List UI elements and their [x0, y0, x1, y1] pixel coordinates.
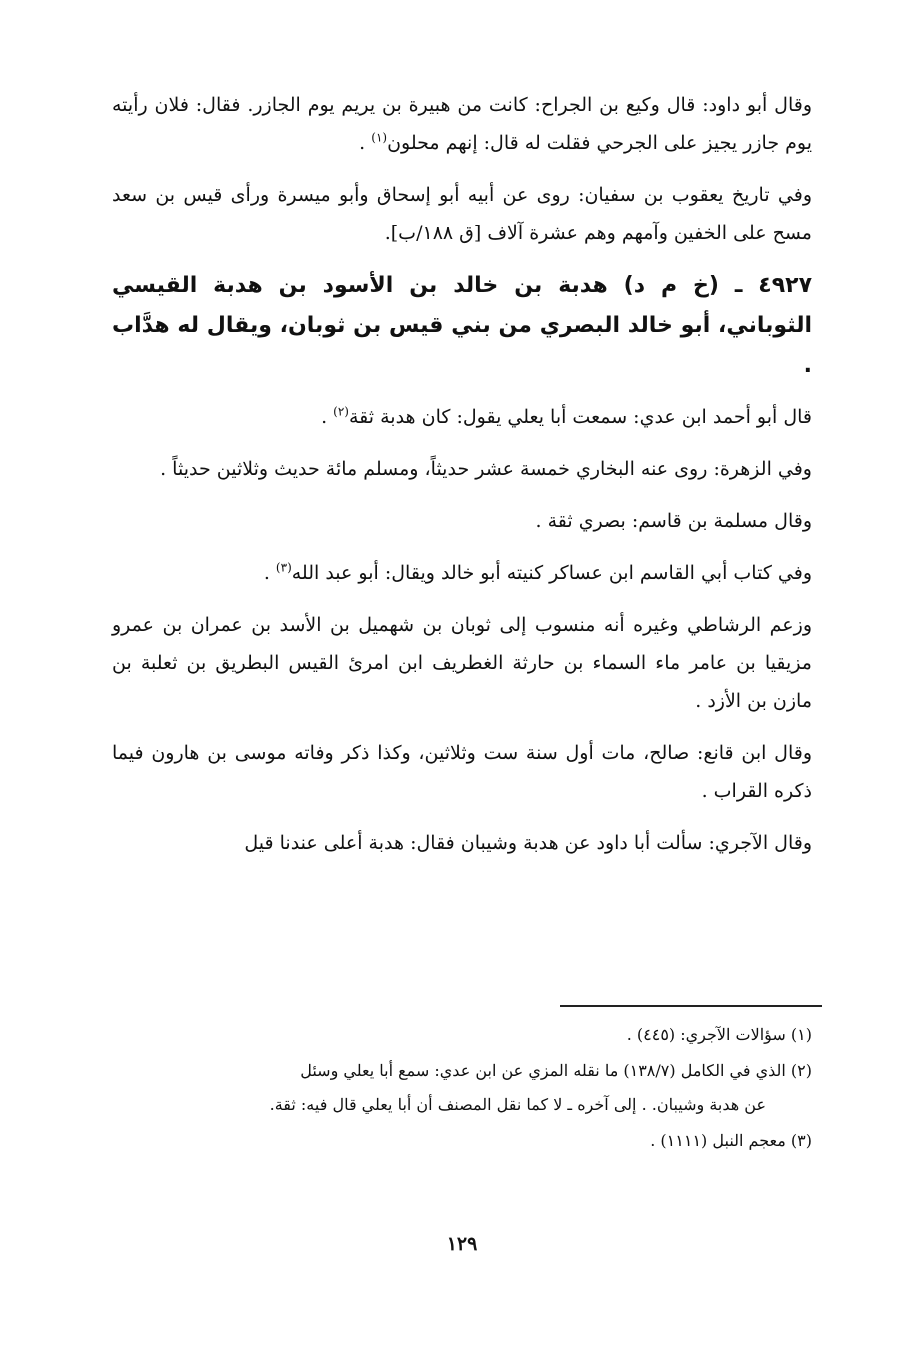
footnotes [112, 1018, 812, 1160]
paragraph-text: وزعم الرشاطي وغيره أنه منسوب إلى ثوبان بن شهميل بن الأسد بن عمران بن عمرو مزيقيا بن عامر ماء السماء بن حارثة الغطريف ابن امرئ القيس البطريق بن ثعلبة بن مازن بن الأزد . [112, 614, 812, 712]
paragraph-zahra [112, 450, 812, 488]
paragraph-abu-dawud [112, 86, 812, 162]
paragraph-tail: . [321, 406, 334, 428]
footnote-ref-2[interactable]: (٢) [333, 404, 349, 419]
paragraph-text: وقال ابن قانع: صالح، مات أول سنة ست وثلاثين، وكذا ذكر وفاته موسى بن هارون فيما ذكره القراب . [112, 742, 812, 802]
paragraph-tail: . [359, 132, 372, 154]
paragraph-text: وفي كتاب أبي القاسم ابن عساكر كنيته أبو خالد ويقال: أبو عبد الله [291, 562, 812, 584]
footnote-text: (١) سؤالات الآجري: (٤٤٥) . [626, 1025, 812, 1044]
paragraph-tail: . [263, 562, 276, 584]
footnote-separator [560, 1005, 822, 1007]
paragraph-rushati [112, 606, 812, 720]
paragraph-maslama [112, 502, 812, 540]
footnote-3 [112, 1124, 812, 1158]
footnote-continuation: عن هدبة وشيبان. . إلى آخره ـ لا كما نقل المصنف أن أبا يعلي قال فيه: ثقة. [269, 1095, 766, 1114]
paragraph-yaqub [112, 176, 812, 252]
main-text [112, 86, 812, 876]
paragraph-text: وقال الآجري: سألت أبا داود عن هدبة وشيبان فقال: هدبة أعلى عندنا قيل [244, 832, 812, 854]
paragraph-ajurri [112, 824, 812, 862]
footnote-ref-1[interactable]: (١) [371, 130, 388, 145]
page-number: ١٢٩ [446, 1233, 478, 1255]
entry-heading: ٤٩٢٧ ـ (خ م د) هدبة بن خالد بن الأسود بن هدبة القيسي الثوباني، أبو خالد البصري من بني قيس بن ثوبان، ويقال له هدَّاب . [112, 273, 812, 378]
footnote-text: (٣) معجم النبل (١١١١) . [650, 1131, 812, 1150]
footnote-1 [112, 1018, 812, 1052]
paragraph-text: قال أبو أحمد ابن عدي: سمعت أبا يعلي يقول: كان هدبة ثقة [348, 406, 812, 428]
paragraph-ibn-adi [112, 398, 812, 436]
paragraph-ibn-qani [112, 734, 812, 810]
footnote-text: (٢) الذي في الكامل (١٣٨/٧) ما نقله المزي عن ابن عدي: سمع أبا يعلي وسئل [300, 1061, 812, 1080]
paragraph-text: وفي تاريخ يعقوب بن سفيان: روى عن أبيه أبو إسحاق وأبو ميسرة ورأى قيس بن سعد مسح على الخفين وآمهم وهم عشرة آلاف [ق ١٨٨/ب]. [112, 184, 812, 244]
footnote-ref-3[interactable]: (٣) [275, 560, 292, 575]
paragraph-text: وفي الزهرة: روى عنه البخاري خمسة عشر حديثاً، ومسلم مائة حديث وثلاثين حديثاً . [160, 458, 812, 480]
paragraph-text: وقال أبو داود: قال وكيع بن الجراح: كانت من هبيرة بن يريم يوم الجازر. فقال: فلان رأيته يوم جازر يجيز على الجرحي فقلت له قال: إنهم محلون [112, 94, 812, 154]
paragraph-text: وقال مسلمة بن قاسم: بصري ثقة . [535, 510, 812, 532]
paragraph-ibn-asakir [112, 554, 812, 592]
footnote-2 [112, 1054, 812, 1122]
